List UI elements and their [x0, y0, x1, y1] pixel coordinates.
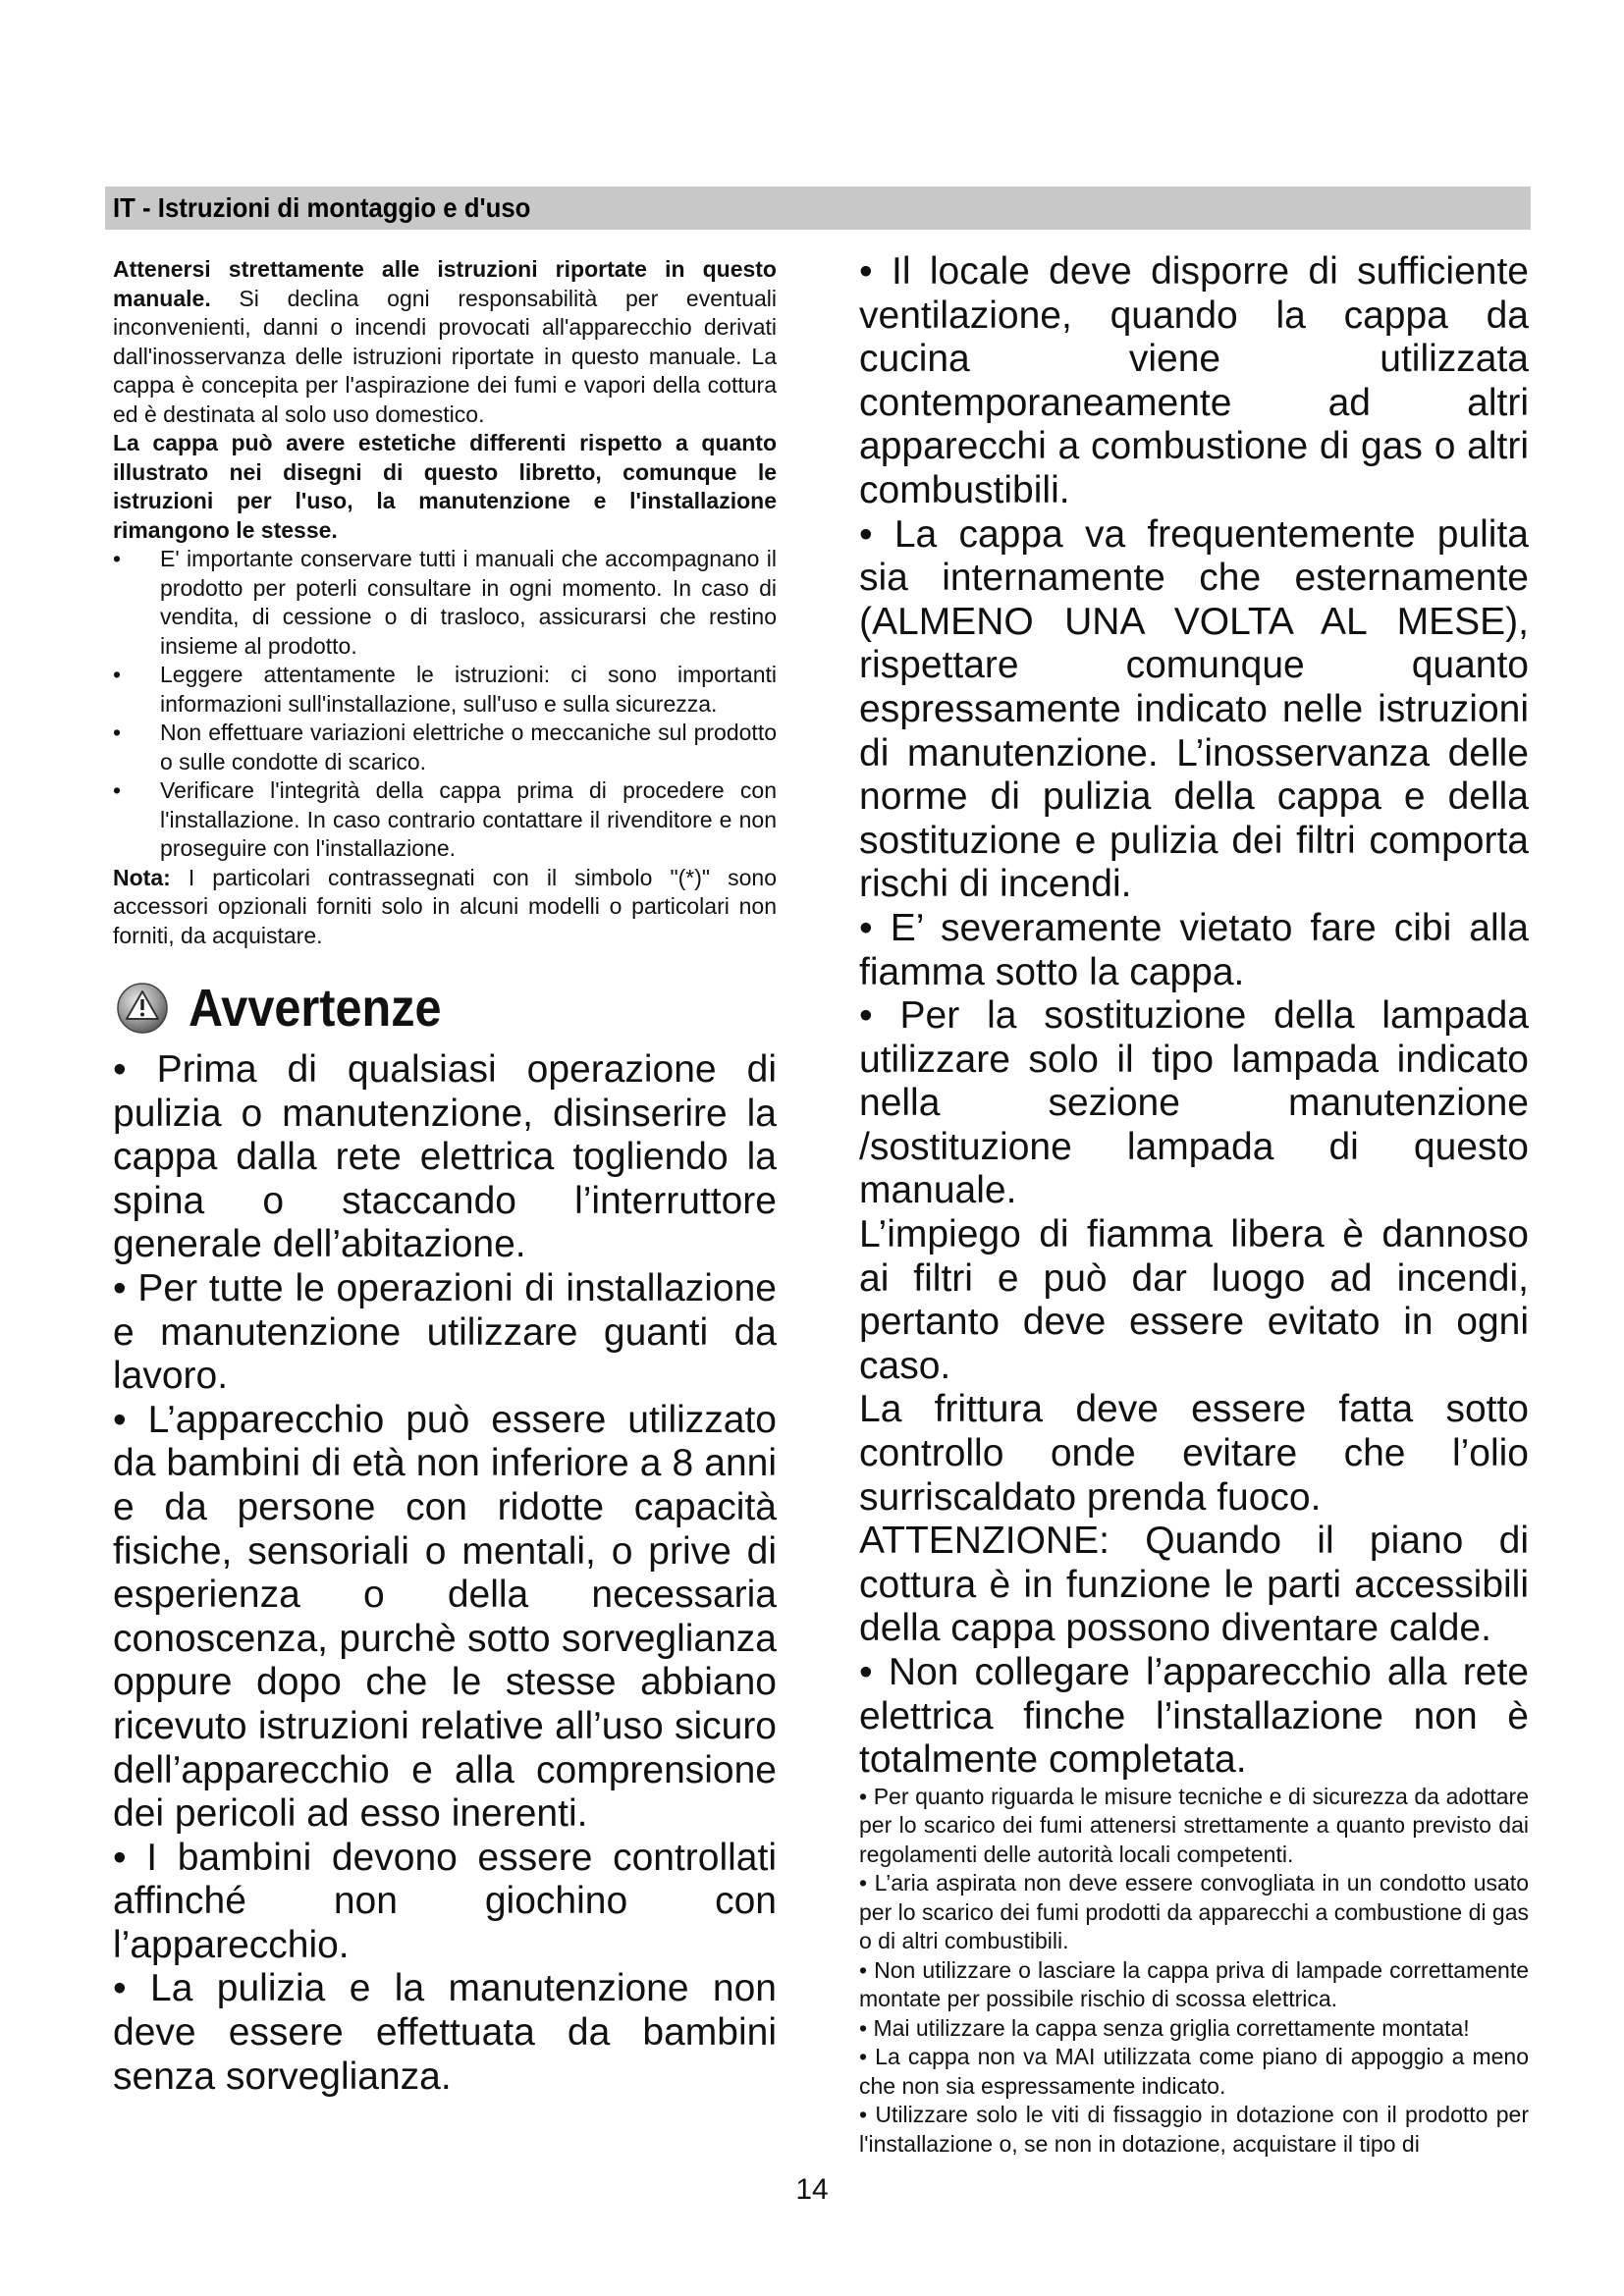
intro-bullet-text: E' importante conservare tutti i manuali che accompagnano il prodotto per poterli consultare in ogni momento. In caso di vendita, di cessione o di trasloco, assicurarsi che restino insieme al prodotto.	[160, 546, 777, 659]
warnings-title: Avvertenze	[189, 979, 442, 1038]
warning-paragraph: L’impiego di fiamma libera è dannoso ai filtri e può dar luogo ad incendi, pertanto deve essere evitato in ogni caso.	[859, 1213, 1529, 1387]
warning-paragraph: • Per tutte le operazioni di installazione e manutenzione utilizzare guanti da lavoro.	[113, 1266, 777, 1398]
intro-bullet	[113, 776, 777, 864]
small-warning: • L’aria aspirata non deve essere convogliata in un condotto usato per lo scarico dei fumi prodotti da apparecchi a combustione di gas o di altri combustibili.	[859, 1870, 1529, 1954]
warning-paragraph: • La cappa va frequentemente pulita sia internamente che esternamente (ALMENO UNA VOLTA AL MESE), rispettare comunque quanto espressamente indicato nelle istruzioni di manutenzione. L’inosservanza delle norme di pulizia della cappa e della sostituzione e pulizia dei filtri comporta rischi di incendi.	[859, 512, 1529, 906]
warning-icon	[116, 982, 169, 1035]
warning-paragraph: • Il locale deve disporre di sufficiente ventilazione, quando la cappa da cucina viene utilizzata contemporaneamente ad altri apparecchi a combustione di gas o altri combustibili.	[859, 250, 1529, 511]
small-warning: • Non utilizzare o lasciare la cappa priva di lampade correttamente montate per possibile rischio di scossa elettrica.	[859, 1956, 1529, 2012]
small-warning: • La cappa non va MAI utilizzata come piano di appoggio a meno che non sia espressamente indicato.	[859, 2044, 1529, 2099]
note-text: I particolari contrassegnati con il simbolo "(*)" sono accessori opzionali forniti solo in alcuni modelli o particolari non forniti, da acquistare.	[113, 864, 777, 948]
page-number: 14	[795, 2173, 829, 2206]
small-warning: • Per quanto riguarda le misure tecniche e di sicurezza da adottare per lo scarico dei fumi attenersi strettamente a quanto previsto dai regolamenti delle autorità locali competenti.	[859, 1783, 1529, 1867]
intro-bullet	[113, 661, 777, 719]
warning-paragraph: • I bambini devono essere controllati affinché non giochino con l’apparecchio.	[113, 1836, 777, 1966]
section-title: IT - Istruzioni di montaggio e d'uso	[113, 192, 531, 223]
design-note: La cappa può avere estetiche differenti rispetto a quanto illustrato nei disegni di questo libretto, comunque le istruzioni per l'uso, la manutenzione e l'installazione rimangono le stesse.	[113, 430, 777, 543]
warning-paragraph: • La pulizia e la manutenzione non deve essere effettuata da bambini senza sorveglianza.	[113, 1967, 777, 2098]
bullet-mark: •	[113, 662, 122, 687]
intro-text: Si declina ogni responsabilità per eventuali inconvenienti, danni o incendi provocati all'apparecchio derivati dall'inosservanza delle istruzioni riportate in questo manuale. La cappa è concepita per l'aspirazione dei fumi e vapori della cottura ed è destinata al solo uso domestico.	[113, 285, 777, 427]
intro-bullet-text: Non effettuare variazioni elettriche o meccaniche sul prodotto o sulle condotte di scarico.	[160, 720, 777, 774]
bullet-mark: •	[113, 720, 122, 745]
intro-bullet-text: Verificare l'integrità della cappa prima di procedere con l'installazione. In caso contrario contattare il rivenditore e non proseguire con l'installazione.	[160, 777, 777, 861]
bullet-mark: •	[113, 777, 122, 803]
warning-paragraph: • Per la sostituzione della lampada utilizzare solo il tipo lampada indicato nella sezione manutenzione /sostituzione lampada di questo manuale.	[859, 994, 1529, 1212]
note-paragraph	[113, 864, 777, 951]
left-column	[113, 255, 777, 2099]
right-column	[859, 250, 1529, 2159]
intro-paragraph	[113, 255, 777, 429]
intro-bullet	[113, 719, 777, 776]
intro-bullet-text: Leggere attentamente le istruzioni: ci sono importanti informazioni sull'installazione, sull'uso e sulla sicurezza.	[160, 662, 777, 717]
bullet-mark: •	[113, 546, 122, 571]
warning-paragraph: • E’ severamente vietato fare cibi alla fiamma sotto la cappa.	[859, 906, 1529, 993]
warning-paragraph: • L’apparecchio può essere utilizzato da bambini di età non inferiore a 8 anni e da persone con ridotte capacità fisiche, sensoriali o mentali, o prive di esperienza o della necessaria conoscenza, purchè sotto sorveglianza oppure dopo che le stesse abbiano ricevuto istruzioni relative all’uso sicuro dell’apparecchio e alla comprensione dei pericoli ad esso inerenti.	[113, 1398, 777, 1836]
note-label: Nota:	[113, 864, 171, 890]
intro-bullet	[113, 545, 777, 661]
warning-paragraph: La frittura deve essere fatta sotto controllo onde evitare che l’olio surriscaldato prenda fuoco.	[859, 1388, 1529, 1519]
intro-bold-lead: Attenersi strettamente alle istruzioni riportate in questo manuale.	[113, 256, 777, 311]
warning-paragraph: • Non collegare l’apparecchio alla rete elettrica finche l’installazione non è totalmente completata.	[859, 1651, 1529, 1782]
warnings-heading	[113, 974, 777, 1042]
warning-paragraph: • Prima di qualsiasi operazione di pulizia o manutenzione, disinserire la cappa dalla rete elettrica togliendo la spina o staccando l’interruttore generale dell’abitazione.	[113, 1048, 777, 1266]
small-warning: • Utilizzare solo le viti di fissaggio in dotazione con il prodotto per l'installazione o, se non in dotazione, acquistare il tipo di	[859, 2102, 1529, 2157]
small-warning: • Mai utilizzare la cappa senza griglia correttamente montata!	[859, 2014, 1470, 2041]
warning-paragraph: ATTENZIONE: Quando il piano di cottura è in funzione le parti accessibili della cappa possono diventare calde.	[859, 1520, 1529, 1650]
